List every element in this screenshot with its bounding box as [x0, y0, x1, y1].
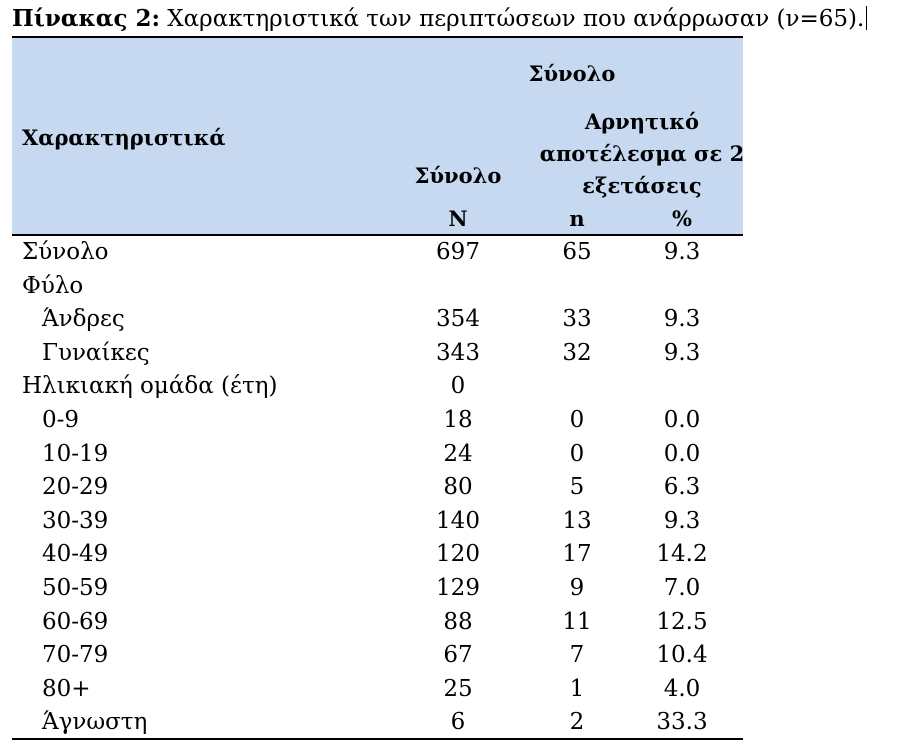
row-label: Γυναίκες: [42, 339, 150, 366]
header-negative-result: Αρνητικό αποτέλεσμα σε 2 εξετάσεις: [539, 109, 745, 198]
row-label: 50-59: [42, 574, 109, 601]
table-caption: [12, 2, 867, 36]
table-row: [12, 572, 743, 606]
row-pct: 12.5: [656, 608, 708, 635]
table-row: [12, 270, 743, 304]
row-label: 20-29: [42, 474, 109, 501]
row-N: 18: [443, 406, 473, 433]
row-pct: 9.3: [663, 507, 701, 534]
row-pct: 9.3: [663, 239, 701, 265]
row-N: 120: [436, 541, 480, 568]
row-n: 17: [562, 541, 592, 568]
table-row: [12, 370, 743, 404]
header-col-n: n: [569, 206, 585, 231]
row-pct: 9.3: [663, 339, 701, 366]
row-label: Σύνολο: [22, 239, 109, 265]
row-N: 343: [436, 339, 480, 366]
table-row: [12, 639, 743, 673]
row-N: 0: [450, 373, 466, 400]
row-pct: 0.0: [663, 440, 701, 467]
row-label: Ηλικιακή ομάδα (έτη): [22, 373, 278, 400]
row-n: 0: [569, 406, 585, 433]
row-N: 25: [443, 675, 473, 702]
table-row: [12, 404, 743, 438]
row-n: 32: [562, 339, 592, 366]
row-n: 33: [562, 306, 592, 333]
caption-text: Χαρακτηριστικά των περιπτώσεων που ανάρρωσαν (ν=65).: [167, 6, 865, 32]
row-label: Άγνωστη: [42, 709, 148, 736]
row-label: 60-69: [42, 608, 109, 635]
table-row: [12, 337, 743, 371]
table-row: [12, 303, 743, 337]
row-n: 9: [569, 574, 585, 601]
row-n: 2: [569, 709, 585, 736]
row-N: 140: [436, 507, 480, 534]
row-pct: 33.3: [656, 709, 708, 736]
row-N: 354: [436, 306, 480, 333]
row-label: 0-9: [42, 406, 80, 433]
table-bottom-rule: [12, 738, 743, 740]
row-N: 24: [443, 440, 473, 467]
row-n: 5: [569, 474, 585, 501]
row-pct: 9.3: [663, 306, 701, 333]
table-row: [12, 438, 743, 472]
row-n: 0: [569, 440, 585, 467]
row-pct: 10.4: [656, 642, 708, 669]
header-group-total: Σύνολο: [528, 61, 616, 86]
row-label: 30-39: [42, 507, 109, 534]
row-pct: 7.0: [663, 574, 701, 601]
row-label: Άνδρες: [42, 306, 125, 333]
row-N: 129: [436, 574, 480, 601]
row-N: 80: [443, 474, 473, 501]
row-N: 6: [450, 709, 466, 736]
table-row: [12, 505, 743, 539]
row-n: 1: [569, 675, 585, 702]
table-row: [12, 673, 743, 707]
header-col-pct: %: [672, 206, 692, 231]
header-col-N: N: [448, 206, 468, 231]
row-label: 40-49: [42, 541, 109, 568]
row-N: 88: [443, 608, 473, 635]
row-pct: 6.3: [663, 474, 701, 501]
header-total: Σύνολο: [414, 163, 502, 188]
table-row: [12, 471, 743, 505]
caption-label: Πίνακας 2:: [12, 5, 160, 32]
row-pct: 14.2: [656, 541, 708, 568]
row-n: 7: [569, 642, 585, 669]
row-n: 65: [562, 239, 592, 265]
table-body: [12, 236, 743, 740]
row-N: 697: [436, 239, 480, 265]
table-header: [12, 38, 743, 234]
table-row: [12, 538, 743, 572]
row-pct: 4.0: [663, 675, 701, 702]
row-label: 10-19: [42, 440, 109, 467]
row-pct: 0.0: [663, 406, 701, 433]
row-label: Φύλο: [22, 272, 84, 299]
table-row: [12, 236, 743, 270]
row-N: 67: [443, 642, 473, 669]
row-label: 70-79: [42, 642, 109, 669]
table-row: [12, 706, 743, 740]
table-row: [12, 606, 743, 640]
row-n: 11: [562, 608, 592, 635]
row-label: 80+: [42, 675, 91, 702]
header-characteristics: Χαρακτηριστικά: [22, 125, 226, 150]
row-n: 13: [562, 507, 592, 534]
text-cursor: [866, 6, 867, 30]
